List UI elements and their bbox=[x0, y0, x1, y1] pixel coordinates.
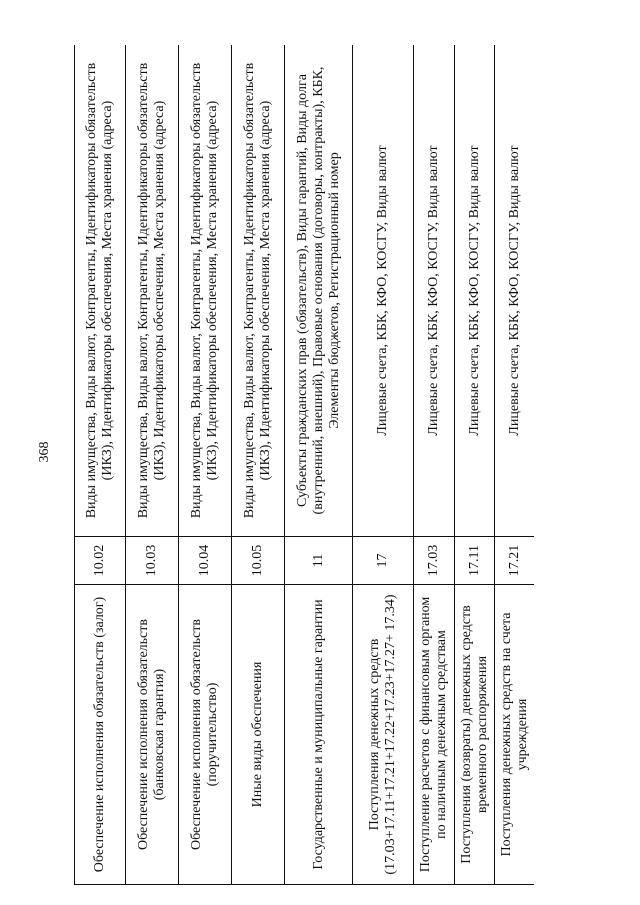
account-code-cell: 10.03 bbox=[126, 537, 179, 585]
account-name-cell: Поступления денежных средств (17.03+17.11+17.21+17.22+17.23+17.27+ 17.34) bbox=[353, 585, 414, 885]
account-name-cell: Государственные и муниципальные гарантии bbox=[285, 585, 353, 885]
account-name-cell: Поступления (возвраты) денежных средств временного распоряжения bbox=[455, 585, 495, 885]
table-row bbox=[353, 45, 414, 885]
account-name-cell: Обеспечение исполнения обязательств (банковская гарантия) bbox=[126, 585, 179, 885]
analytics-cell: Субъекты гражданских прав (обязательств), Виды гарантий, Виды долга (внутренний, внешний), Правовые основания (договоры, контракты), КБК, Элементы бюджетов, Регистрационный номер bbox=[285, 45, 353, 537]
table-row bbox=[126, 45, 179, 885]
account-code-cell: 17.21 bbox=[495, 537, 535, 585]
account-code-cell: 10.05 bbox=[232, 537, 285, 585]
analytics-cell: Виды имущества, Виды валют, Контрагенты, Идентификаторы обязательств (ИКЗ), Идентификаторы обеспечения, Места хранения (адреса) bbox=[126, 45, 179, 537]
account-code-cell: 17.03 bbox=[414, 537, 455, 585]
analytics-cell: Лицевые счета, КБК, КФО, КОСГУ, Виды валют bbox=[353, 45, 414, 537]
table-row bbox=[495, 45, 535, 885]
analytics-cell: Лицевые счета, КБК, КФО, КОСГУ, Виды валют bbox=[414, 45, 455, 537]
page-number: 368 bbox=[37, 441, 52, 463]
table-row bbox=[455, 45, 495, 885]
table-row bbox=[414, 45, 455, 885]
table-row bbox=[75, 45, 126, 885]
accounts-analytics-table bbox=[74, 45, 534, 885]
analytics-cell: Виды имущества, Виды валют, Контрагенты, Идентификаторы обязательств (ИКЗ), Идентификаторы обеспечения, Места хранения (адреса) bbox=[179, 45, 232, 537]
account-code-cell: 11 bbox=[285, 537, 353, 585]
table-row bbox=[285, 45, 353, 885]
account-name-cell: Поступления денежных средств на счета учреждения bbox=[495, 585, 535, 885]
table-row bbox=[179, 45, 232, 885]
analytics-cell: Виды имущества, Виды валют, Контрагенты, Идентификаторы обязательств (ИКЗ), Идентификаторы обеспечения, Места хранения (адреса) bbox=[75, 45, 126, 537]
account-code-cell: 17.11 bbox=[455, 537, 495, 585]
analytics-cell: Лицевые счета, КБК, КФО, КОСГУ, Виды валют bbox=[495, 45, 535, 537]
account-code-cell: 10.02 bbox=[75, 537, 126, 585]
account-name-cell: Обеспечение исполнения обязательств (залог) bbox=[75, 585, 126, 885]
account-name-cell: Иные виды обеспечения bbox=[232, 585, 285, 885]
account-name-cell: Поступление расчетов с финансовым органом по наличным денежным средствам bbox=[414, 585, 455, 885]
analytics-cell: Виды имущества, Виды валют, Контрагенты, Идентификаторы обязательств (ИКЗ), Идентификаторы обеспечения, Места хранения (адреса) bbox=[232, 45, 285, 537]
table-container bbox=[74, 45, 534, 885]
account-code-cell: 17 bbox=[353, 537, 414, 585]
account-code-cell: 10.04 bbox=[179, 537, 232, 585]
analytics-cell: Лицевые счета, КБК, КФО, КОСГУ, Виды валют bbox=[455, 45, 495, 537]
table-row bbox=[232, 45, 285, 885]
account-name-cell: Обеспечение исполнения обязательств (поручительство) bbox=[179, 585, 232, 885]
